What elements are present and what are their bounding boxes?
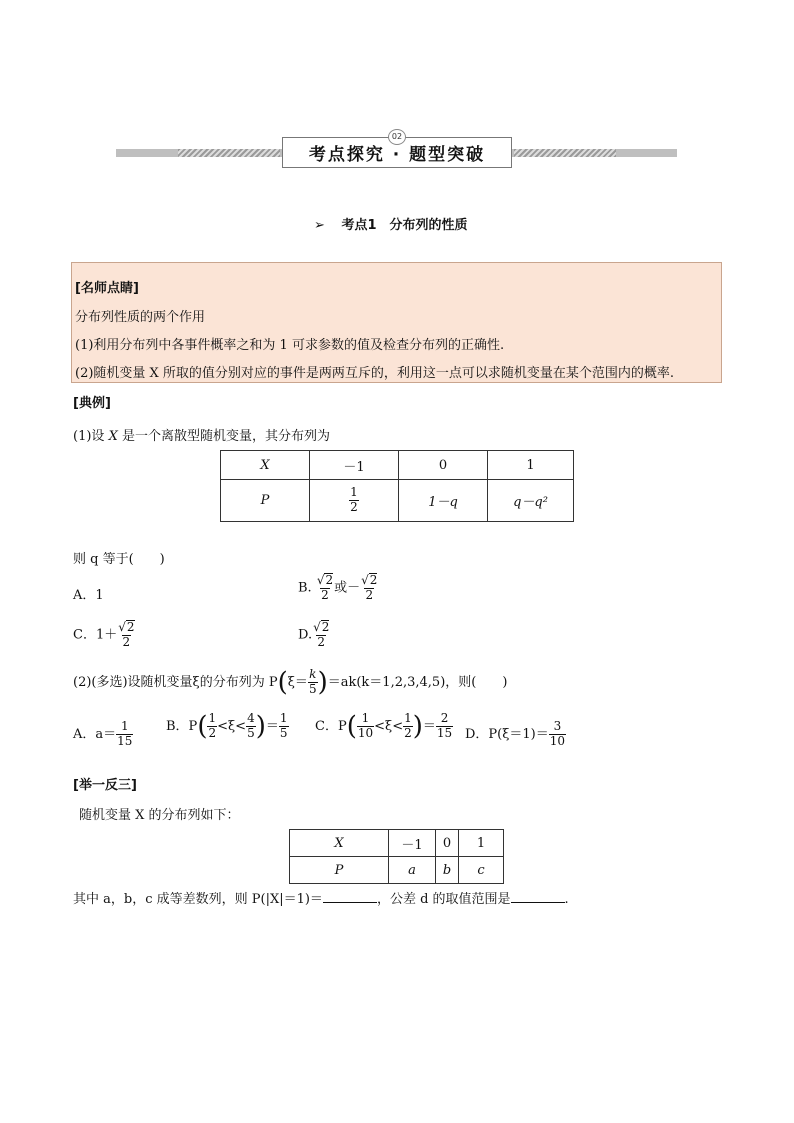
table2-cell-b: b bbox=[436, 857, 459, 884]
q1-intro-var: X bbox=[108, 429, 118, 444]
q2-opt-b-inner: <ξ< bbox=[217, 718, 247, 734]
sqrt-den: 2 bbox=[321, 587, 329, 602]
banner-badge: 02 bbox=[388, 129, 406, 145]
header-band-right-hatch bbox=[514, 149, 616, 157]
distribution-table-1 bbox=[220, 450, 574, 522]
table2-cell-a: a bbox=[389, 857, 436, 884]
sqrt-num: 2 bbox=[325, 573, 334, 587]
sqrt-fraction: $\frac{√2}{2}$ bbox=[118, 620, 135, 649]
q2-opt-a-frac bbox=[116, 720, 133, 749]
q1-ask: 则 q 等于( ) bbox=[73, 552, 165, 567]
frac-den: 10 bbox=[549, 733, 566, 748]
table1-row-p: P bbox=[221, 480, 310, 522]
frac-den: 2 bbox=[404, 725, 412, 740]
frac bbox=[246, 712, 256, 741]
practice-question bbox=[73, 888, 569, 907]
tip-line-3: (2)随机变量 X 所取的值分别对应的事件是两两互斥的，利用这一点可以求随机变量在某个范围内的概率. bbox=[75, 366, 675, 381]
q1-option-c bbox=[73, 620, 136, 650]
table2-header-c2: 0 bbox=[436, 830, 459, 857]
sqrt-fraction: $\frac{√2}{2}$ bbox=[316, 573, 334, 602]
example-heading: [典例] bbox=[73, 396, 111, 411]
frac-den: 10 bbox=[357, 725, 374, 740]
table2-header-x: X bbox=[290, 830, 389, 857]
sqrt-num: 2 bbox=[126, 620, 135, 634]
frac bbox=[436, 712, 453, 741]
q2-frac bbox=[308, 668, 318, 697]
table1-header-c3: 1 bbox=[488, 451, 574, 480]
table1-header-c1: －1 bbox=[310, 451, 399, 480]
frac-num: 1 bbox=[361, 711, 370, 725]
q2-suffix: ＝ak(k＝1,2,3,4,5)，则( ) bbox=[327, 674, 508, 690]
frac bbox=[549, 720, 566, 749]
frac-den: 5 bbox=[279, 725, 288, 740]
q2-opt-b-label: B．P bbox=[166, 718, 198, 734]
frac bbox=[403, 712, 413, 741]
fraction bbox=[349, 486, 359, 515]
practice-heading: [举一反三] bbox=[73, 778, 137, 793]
sqrt-num: 2 bbox=[321, 620, 330, 634]
sqrt-fraction: $\frac{√2}{2}$ bbox=[361, 573, 378, 602]
frac-num: 1 bbox=[120, 719, 129, 733]
q2-stem: (2)(多选)设随机变量ξ的分布列为 P(ξ＝ $\frac{k}{5}$ )＝ak(k＝1,2,3,4,5)，则( ) bbox=[73, 667, 508, 698]
frac bbox=[357, 712, 374, 741]
sqrt-num: 2 bbox=[369, 573, 378, 587]
tip-line-1: 分布列性质的两个作用 bbox=[75, 310, 206, 325]
opt-b-or: 或－ bbox=[334, 580, 361, 596]
q2-option-b: B．P( $\frac{1}{2}$ <ξ< $\frac{4}{5}$ )＝ $\frac{1}{5}$ bbox=[166, 711, 288, 742]
table1-header-c2: 0 bbox=[399, 451, 488, 480]
frac-den: 15 bbox=[436, 725, 453, 740]
arrow-bullet-icon: ➢ bbox=[314, 218, 325, 233]
table2-row-p: P bbox=[290, 857, 389, 884]
opt-d-label: D. bbox=[298, 627, 313, 643]
frac-num: 1 bbox=[404, 711, 412, 725]
practice-q-part-c: . bbox=[564, 892, 569, 907]
frac-num: 1 bbox=[279, 711, 288, 725]
tip-line-2: (1)利用分布列中各事件概率之和为 1 可求参数的值及检查分布列的正确性. bbox=[75, 338, 505, 353]
q2-opt-c-inner: <ξ< bbox=[374, 718, 404, 734]
q2-opt-d-label: D．P(ξ＝1)＝ bbox=[465, 726, 549, 742]
sqrt-den: 2 bbox=[122, 634, 131, 649]
frac bbox=[207, 712, 217, 741]
frac-den: 2 bbox=[208, 725, 217, 740]
sqrt-fraction: $\frac{√2}{2}$ bbox=[313, 620, 330, 649]
frac-num: 1 bbox=[208, 711, 217, 725]
table1-cell-2: 1－q bbox=[399, 480, 488, 522]
q2-opt-a-label: A．a＝ bbox=[73, 726, 117, 742]
frac-den: 5 bbox=[247, 725, 255, 740]
header-band-left-hatch bbox=[178, 149, 280, 157]
frac-num: 2 bbox=[440, 711, 449, 725]
banner-title: 考点探究 · 题型突破 bbox=[308, 145, 486, 165]
frac bbox=[279, 712, 289, 741]
q2-option-d bbox=[465, 720, 566, 749]
q2-frac-den: 5 bbox=[308, 681, 317, 696]
tip-box bbox=[71, 262, 722, 383]
answer-blank-1 bbox=[323, 891, 377, 903]
opt-b-label: B. bbox=[298, 580, 312, 596]
distribution-table-2 bbox=[289, 829, 504, 884]
table2-cell-c: c bbox=[459, 857, 504, 884]
practice-intro: 随机变量 X 的分布列如下： bbox=[79, 808, 240, 823]
table1-header-x: X bbox=[221, 451, 310, 480]
practice-q-part-b: ，公差 d 的取值范围是 bbox=[376, 892, 511, 907]
q2-prefix: (2)(多选)设随机变量ξ的分布列为 P bbox=[73, 674, 278, 690]
q2-frac-num: k bbox=[309, 667, 317, 681]
q1-intro-text-b: 是一个离散型随机变量，其分布列为 bbox=[117, 429, 330, 444]
q1-option-a: A．1 bbox=[73, 588, 104, 603]
q1-intro-text-a: (1)设 bbox=[73, 429, 109, 444]
section-heading bbox=[314, 214, 467, 233]
q2-opt-c-eq: ＝ bbox=[422, 718, 436, 734]
q2-option-c: C．P( $\frac{1}{10}$ <ξ< $\frac{1}{2}$ )＝ $\frac{2}{15}$ bbox=[315, 711, 453, 742]
frac-den: 15 bbox=[117, 733, 133, 748]
opt-c-label: C．1＋ bbox=[73, 627, 118, 643]
frac-num: 3 bbox=[553, 719, 562, 733]
q2-inner: ξ＝ bbox=[287, 674, 308, 690]
practice-q-part-a: 其中 a，b，c 成等差数列，则 P(|X|＝1)＝ bbox=[73, 892, 323, 907]
q1-option-b bbox=[298, 573, 378, 603]
sqrt-den: 2 bbox=[317, 634, 326, 649]
sqrt-den: 2 bbox=[365, 587, 374, 602]
answer-blank-2 bbox=[511, 891, 565, 903]
frac-num: 1 bbox=[350, 485, 358, 500]
table1-cell-1 bbox=[310, 480, 399, 522]
table1-cell-3: q－q² bbox=[488, 480, 574, 522]
q1-intro bbox=[73, 425, 330, 444]
q2-opt-c-label: C．P bbox=[315, 718, 347, 734]
section-title: 考点1 分布列的性质 bbox=[341, 218, 468, 233]
q2-option-a bbox=[73, 720, 133, 749]
tip-heading: [名师点睛] bbox=[75, 281, 139, 296]
table2-header-c1: －1 bbox=[389, 830, 436, 857]
q1-option-d bbox=[298, 620, 330, 650]
frac-num: 4 bbox=[247, 711, 255, 725]
table2-header-c3: 1 bbox=[459, 830, 504, 857]
q2-opt-b-eq: ＝ bbox=[265, 718, 279, 734]
frac-den: 2 bbox=[350, 500, 358, 514]
